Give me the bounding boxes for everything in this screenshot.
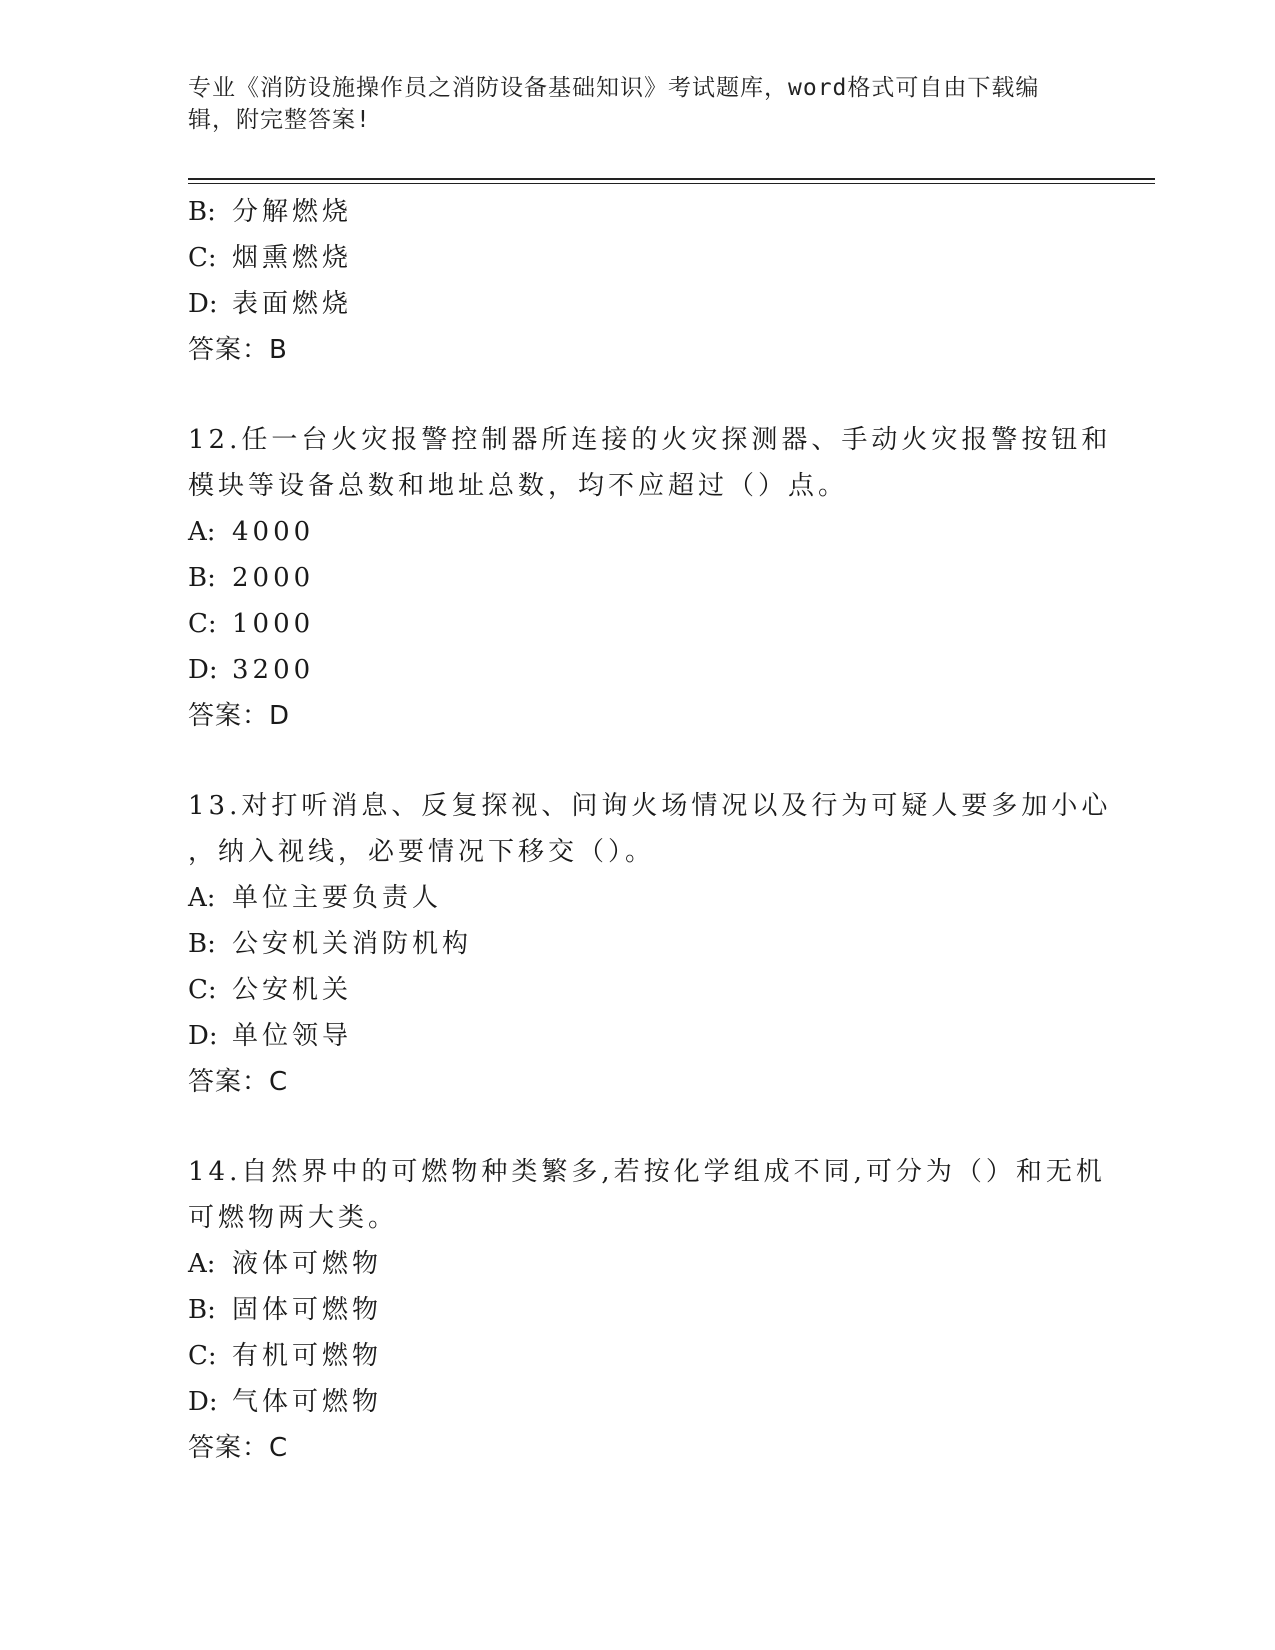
option-b <box>188 921 1088 967</box>
option-a <box>188 1241 1088 1287</box>
question-13 <box>188 783 1112 1105</box>
answer: 答案：C <box>188 1067 289 1097</box>
option-c <box>188 601 1088 647</box>
question-stem-line: 可燃物两大类。 <box>188 1203 399 1233</box>
option-letter: A: <box>188 517 216 547</box>
option-letter: C: <box>188 609 217 639</box>
option-text: 气体可燃物 <box>232 1387 383 1417</box>
option-text: 3200 <box>232 655 315 685</box>
question-stem-line: 13.对打听消息、反复探视、问询火场情况以及行为可疑人要多加小心 <box>188 791 1112 821</box>
answer: 答案：C <box>188 1433 289 1463</box>
option-d <box>188 1013 1088 1059</box>
option-b <box>188 555 1088 601</box>
option-text: 单位领导 <box>232 1021 353 1051</box>
option-letter: B: <box>188 1295 216 1325</box>
option-d <box>188 647 1088 693</box>
answer: 答案：B <box>188 335 288 365</box>
option-letter: D: <box>188 655 218 685</box>
header-rule-thin <box>188 183 1155 184</box>
option-text: 单位主要负责人 <box>232 883 443 913</box>
document-header <box>188 72 1078 136</box>
option-letter: D: <box>188 289 218 319</box>
option-b <box>188 189 1088 235</box>
option-text: 4000 <box>232 517 315 547</box>
option-d <box>188 281 1088 327</box>
header-line-2: 辑，附完整答案! <box>188 107 371 133</box>
option-c <box>188 967 1088 1013</box>
question-content <box>188 189 1112 1471</box>
option-text: 固体可燃物 <box>232 1295 383 1325</box>
option-letter: D: <box>188 1387 218 1417</box>
option-text: 有机可燃物 <box>232 1341 383 1371</box>
option-text: 公安机关 <box>232 975 353 1005</box>
option-letter: A: <box>188 883 216 913</box>
header-line-1: 专业《消防设施操作员之消防设备基础知识》考试题库，word格式可自由下载编 <box>188 75 1040 101</box>
question-11-tail <box>188 189 1088 373</box>
option-letter: C: <box>188 1341 217 1371</box>
option-a <box>188 509 1088 555</box>
option-text: 表面燃烧 <box>232 289 353 319</box>
option-d <box>188 1379 1088 1425</box>
option-text: 1000 <box>232 609 315 639</box>
question-stem-line: 12.任一台火灾报警控制器所连接的火灾探测器、手动火灾报警按钮和 <box>188 425 1112 455</box>
option-b <box>188 1287 1088 1333</box>
option-letter: A: <box>188 1249 216 1279</box>
option-text: 公安机关消防机构 <box>232 929 473 959</box>
option-c <box>188 235 1088 281</box>
option-a <box>188 875 1088 921</box>
option-letter: D: <box>188 1021 218 1051</box>
header-rule-thick <box>188 178 1155 180</box>
option-letter: B: <box>188 563 216 593</box>
option-letter: C: <box>188 243 217 273</box>
question-stem-line: 14.自然界中的可燃物种类繁多,若按化学组成不同,可分为（）和无机 <box>188 1157 1106 1187</box>
option-letter: C: <box>188 975 217 1005</box>
question-12 <box>188 417 1112 739</box>
option-text: 烟熏燃烧 <box>232 243 353 273</box>
answer: 答案：D <box>188 701 291 731</box>
option-text: 2000 <box>232 563 315 593</box>
option-letter: B: <box>188 197 216 227</box>
option-c <box>188 1333 1088 1379</box>
option-text: 分解燃烧 <box>232 197 353 227</box>
question-stem-line: 模块等设备总数和地址总数，均不应超过（）点。 <box>188 471 849 501</box>
question-14 <box>188 1149 1106 1471</box>
option-letter: B: <box>188 929 216 959</box>
option-text: 液体可燃物 <box>232 1249 383 1279</box>
question-stem-line: ，纳入视线，必要情况下移交（）。 <box>188 837 656 867</box>
